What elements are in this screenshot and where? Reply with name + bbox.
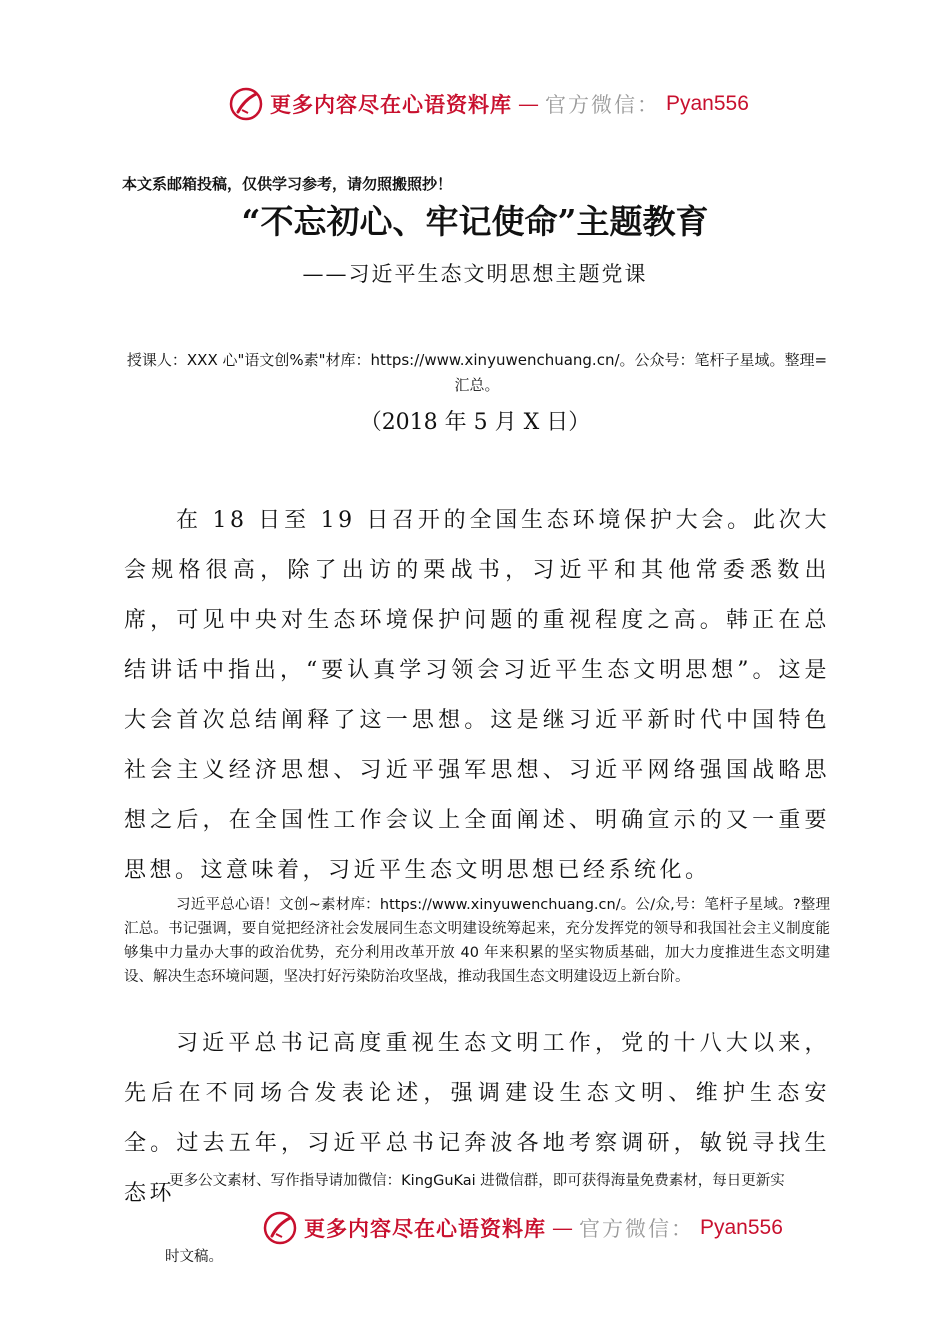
footnote-text: 更多公文素材、写作指导请加微信：KingGuKai 进微信群，即可获得海量免费素材，每日更新实	[169, 1173, 785, 1189]
paragraph-3: 习近平总书记高度重视生态文明工作，党的十八大以来，先后在不同场合发表论述，强调建设生态文明、维护生态安全。过去五年，习近平总书记奔波各地考察调研，敏锐寻找生态环	[124, 1031, 830, 1206]
lecturer-line: 授课人：XXX 心"语文创%素"材库：https://www.xinyuwenchuang.cn/。公众号：笔杆子星域。整理=汇总。	[126, 351, 828, 394]
watermark-main: 更多内容尽在心语资料库	[304, 1216, 546, 1241]
page-subtitle: ——习近平生态文明思想主题党课	[302, 262, 648, 286]
pen-logo-icon	[228, 86, 264, 122]
watermark-banner-bottom	[262, 1210, 783, 1246]
lecture-date: （2018 年 5 月 X 日）	[359, 410, 591, 435]
paragraph-2: 习近平总心语！文创~素材库：https://www.xinyuwenchuang.cn/。公/众,号：笔杆子星域。?整理汇总。书记强调，要自觉把经济社会发展同生态文明建设统筹起来，充分发挥党的领导和我国社会主义制度能够集中力量办大事的政治优势，充分利用改革开放 40 年来积累的坚实物质基础，加大力度推进生态文明建设、解决生态环境问题，坚决打好污染防治攻坚战，推动我国生态文明建设迈上新台阶。	[124, 897, 830, 985]
watermark-id: Pyan556	[666, 92, 749, 115]
watermark-id: Pyan556	[700, 1216, 783, 1239]
page-title: “不忘初心、牢记使命”主题教育	[241, 202, 709, 241]
tail-text: 时文稿。	[165, 1249, 223, 1265]
pen-logo-icon	[262, 1210, 298, 1246]
watermark-separator: —	[552, 1216, 573, 1240]
paragraph-1: 在 18 日至 19 日召开的全国生态环境保护大会。此次大会规格很高，除了出访的栗战书，习近平和其他常委悉数出席，可见中央对生态环境保护问题的重视程度之高。韩正在总结讲话中指出，“要认真学习领会习近平生态文明思想”。这是大会首次总结阐释了这一思想。这是继习近平新时代中国特色社会主义经济思想、习近平强军思想、习近平网络强国战略思想之后，在全国性工作会议上全面阐述、明确宣示的又一重要思想。这意味着，习近平生态文明思想已经系统化。	[124, 508, 830, 883]
watermark-sub: 官方微信：	[545, 93, 660, 117]
watermark-banner-top	[228, 86, 749, 122]
watermark-main: 更多内容尽在心语资料库	[270, 92, 512, 117]
watermark-separator: —	[518, 92, 539, 116]
watermark-sub: 官方微信：	[579, 1217, 694, 1241]
notice-text: 本文系邮箱投稿，仅供学习参考，请勿照搬照抄！	[122, 175, 453, 193]
